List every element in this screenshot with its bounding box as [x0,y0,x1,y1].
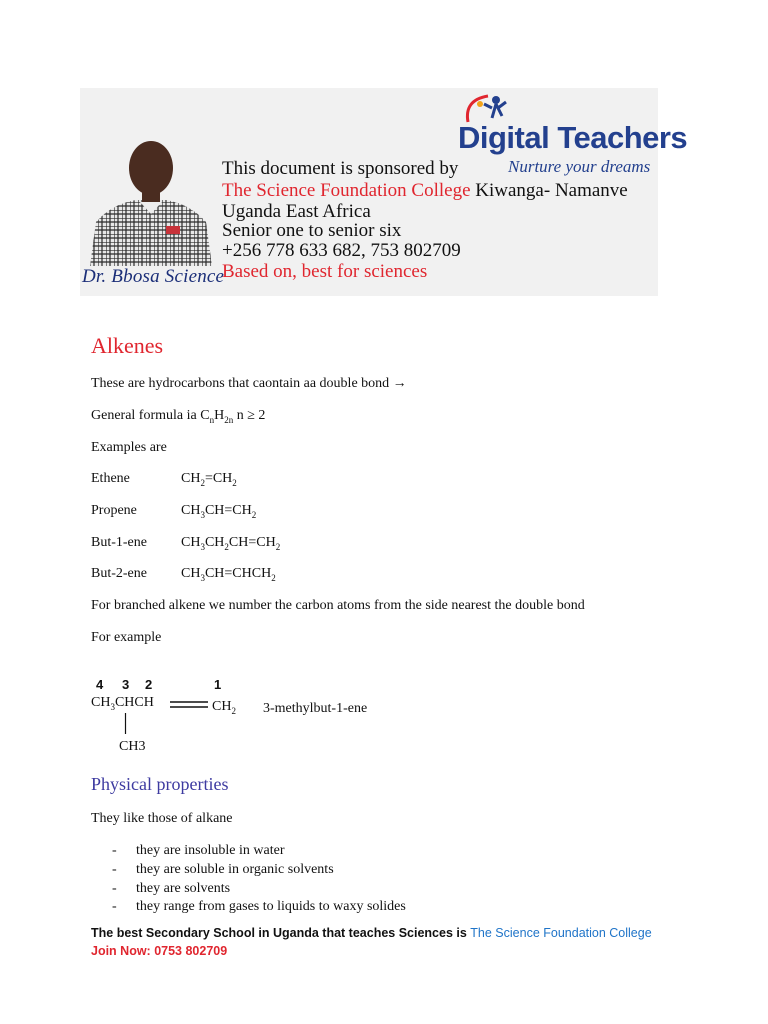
example-formula: $CH_3CH=CHCH_2$ [181,566,276,583]
bullet-dash: - [112,899,117,914]
carbon-number-4: 4 [96,677,104,692]
branched-note: For branched alkene we number the carbon atoms from the side nearest the double bond [91,598,585,613]
sponsor-line-6: Based on, best for sciences [222,261,428,282]
list-item: they are insoluble in water [136,843,285,858]
example-formula: $CH_3CH_2CH=CH_2$ [181,535,281,552]
logo-wordmark: Digital Teachers [458,120,688,155]
examples-label: Examples are [91,440,167,455]
footer-promo: The best Secondary School in Uganda that teaches Sciences is The Science Foundation College [91,926,652,940]
example-name: But-2-ene [91,566,147,581]
logo-tagline: Nurture your dreams [508,157,651,176]
for-example-label: For example [91,630,162,645]
section-heading-physical: Physical properties [91,774,229,794]
carbon-number-1: 1 [214,677,222,692]
bullet-dash: - [112,862,117,877]
list-item: they are soluble in organic solvents [136,862,334,877]
sponsor-line-2: The Science Foundation College Kiwanga- Namanve [222,180,628,201]
list-item: they are solvents [136,881,231,896]
structure-left-chain: $CH_3CHCH$ [91,695,154,712]
physical-intro: They like those of alkane [91,811,233,826]
example-name: But-1-ene [91,535,147,550]
page-title: Alkenes [91,333,164,358]
double-bond-line [170,700,210,710]
example-formula: $CH_2=CH_2$ [181,471,237,488]
bullet-dash: - [112,881,117,896]
example-name: Propene [91,503,137,518]
example-formula: $CH_3CH=CH_2$ [181,503,257,520]
general-formula: General formula ia $C_nH_{2n}$ n ≥ 2 [91,408,266,425]
structure-right-group: $CH_2$ [212,699,236,716]
sponsor-line-5: +256 778 633 682, 753 802709 [222,240,461,261]
footer-join: Join Now: 0753 802709 [91,944,228,958]
sponsor-line-1: This document is sponsored by [222,158,459,179]
intro-text: These are hydrocarbons that caontain aa double bond → [91,376,407,391]
structure-name: 3-methylbut-1-ene [263,701,368,716]
signature-text: Dr. Bbosa Science [82,266,225,287]
bullet-dash: - [112,843,117,858]
list-item: they range from gases to liquids to waxy solides [136,899,406,914]
footer-college-link[interactable]: The Science Foundation College [470,926,652,940]
example-name: Ethene [91,471,130,486]
sponsor-line-4: Senior one to senior six [222,220,402,241]
teacher-photo [82,138,220,266]
carbon-number-2: 2 [145,677,153,692]
branch-methyl: CH3 [119,739,146,754]
branch-bond-line [124,713,128,735]
sponsor-line-3: Uganda East Africa [222,201,371,222]
carbon-number-3: 3 [122,677,130,692]
